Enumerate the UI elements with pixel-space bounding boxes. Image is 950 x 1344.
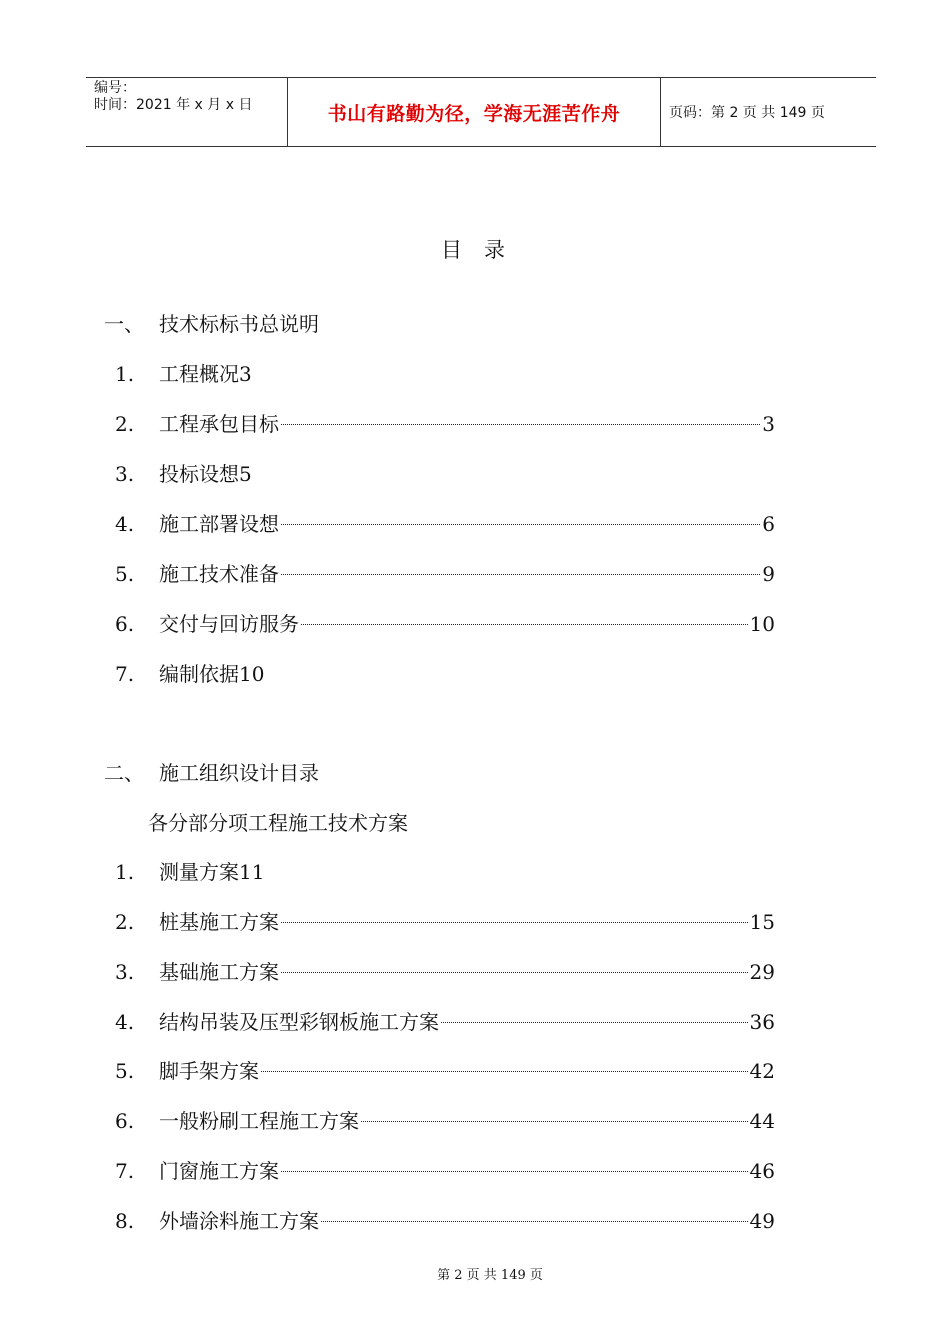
dot-leader (281, 1171, 748, 1172)
toc-entry[interactable] (115, 1105, 775, 1131)
toc-entry[interactable] (115, 358, 775, 384)
entry-title: 结构吊装及压型彩钢板施工方案 (159, 1010, 439, 1034)
section-subtitle (148, 807, 768, 833)
section-number: 二、 (104, 761, 144, 785)
toc-entry[interactable] (115, 1205, 775, 1231)
toc-entry[interactable] (115, 608, 775, 634)
dot-leader (281, 972, 748, 973)
dot-leader (261, 1071, 748, 1072)
page-header (86, 77, 876, 147)
entry-number: 4. (115, 512, 135, 536)
header-meta (86, 78, 288, 146)
entry-number: 7. (115, 662, 135, 686)
section-title: 技术标标书总说明 (159, 312, 319, 336)
entry-number: 5. (115, 562, 135, 586)
toc-entry[interactable] (115, 906, 775, 932)
entry-title: 测量方案11 (159, 860, 265, 884)
entry-number: 5. (115, 1059, 135, 1083)
entry-page: 15 (749, 910, 775, 934)
entry-title: 外墙涂料施工方案 (159, 1209, 319, 1233)
entry-number: 1. (115, 362, 135, 386)
entry-title: 工程概况3 (159, 362, 252, 386)
entry-title: 脚手架方案 (159, 1059, 259, 1083)
section-heading (104, 757, 764, 783)
entry-page: 29 (749, 960, 775, 984)
entry-page: 42 (749, 1059, 775, 1083)
entry-page: 3 (762, 412, 775, 436)
toc-entry[interactable] (115, 856, 775, 882)
dot-leader (441, 1022, 748, 1023)
entry-number: 2. (115, 910, 135, 934)
toc-entry[interactable] (115, 408, 775, 434)
toc-entry[interactable] (115, 658, 775, 684)
entry-title: 基础施工方案 (159, 960, 279, 984)
entry-number: 3. (115, 462, 135, 486)
page-footer: 第 2 页 共 149 页 (437, 1268, 543, 1283)
entry-title: 工程承包目标 (159, 412, 279, 436)
entry-page: 36 (749, 1010, 775, 1034)
entry-number: 2. (115, 412, 135, 436)
entry-title: 交付与回访服务 (159, 612, 299, 636)
entry-title: 门窗施工方案 (159, 1159, 279, 1183)
entry-number: 8. (115, 1209, 135, 1233)
entry-number: 7. (115, 1159, 135, 1183)
toc-entry[interactable] (115, 956, 775, 982)
section-title: 施工组织设计目录 (159, 761, 319, 785)
entry-page: 49 (749, 1209, 775, 1233)
dot-leader (361, 1121, 748, 1122)
entry-number: 1. (115, 860, 135, 884)
entry-title: 一般粉刷工程施工方案 (159, 1109, 359, 1133)
dot-leader (301, 624, 748, 625)
dot-leader (281, 424, 760, 425)
toc-entry[interactable] (115, 458, 775, 484)
entry-title: 施工部署设想 (159, 512, 279, 536)
entry-page: 10 (749, 612, 775, 636)
section-heading (104, 308, 764, 334)
entry-page: 46 (749, 1159, 775, 1183)
section-number: 一、 (104, 312, 144, 336)
entry-title: 施工技术准备 (159, 562, 279, 586)
header-page-info: 页码：第 2 页 共 149 页 (669, 105, 825, 121)
code-label: 编号： (94, 80, 136, 96)
header-motto: 书山有路勤为径，学海无涯苦作舟 (288, 78, 661, 146)
entry-title: 编制依据10 (159, 662, 265, 686)
entry-title: 投标设想5 (159, 462, 252, 486)
dot-leader (281, 524, 760, 525)
entry-number: 6. (115, 1109, 135, 1133)
time-label: 时间：2021 年 x 月 x 日 (94, 97, 253, 113)
dot-leader (321, 1221, 748, 1222)
entry-number: 6. (115, 612, 135, 636)
subtitle-text: 各分部分项工程施工技术方案 (148, 811, 408, 835)
entry-page: 9 (762, 562, 775, 586)
entry-title: 桩基施工方案 (159, 910, 279, 934)
toc-entry[interactable] (115, 1006, 775, 1032)
entry-number: 3. (115, 960, 135, 984)
toc-entry[interactable] (115, 1155, 775, 1181)
toc-entry[interactable] (115, 508, 775, 534)
entry-page: 44 (749, 1109, 775, 1133)
toc-entry[interactable] (115, 1055, 775, 1081)
toc-title: 目录 (441, 238, 527, 262)
dot-leader (281, 922, 748, 923)
dot-leader (281, 574, 760, 575)
toc-entry[interactable] (115, 558, 775, 584)
entry-number: 4. (115, 1010, 135, 1034)
entry-page: 6 (762, 512, 775, 536)
